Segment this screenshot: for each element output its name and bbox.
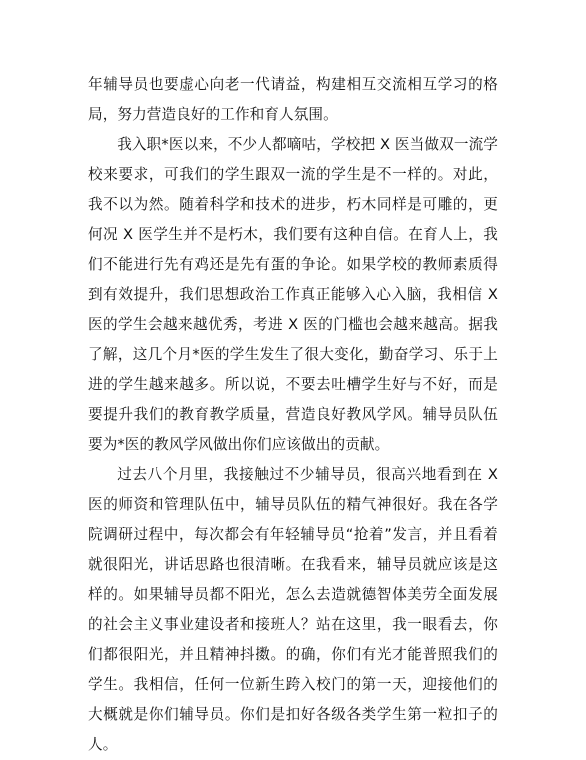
paragraph-2: 我入职*医以来，不少人都嘀咕，学校把 X 医当做双一流学校来要求，可我们的学生跟双一流的学生是不一样的。对此，我不以为然。随着科学和技术的进步，朽木同样是可雕的，更何况 X 医学生并不是朽木，我们要有这种自信。在育人上，我们不能进行先有鸡还是先有蛋的争论。如果学校的教师素质得到有效提升，我们思想政治工作真正能够入心入脑，我相信 X 医的学生会越来越优秀，考进 X 医的门槛也会越来越高。据我了解，这几个月*医的学生发生了很大变化，勤奋学习、乐于上进的学生越来越多。所以说，不要去吐槽学生好与不好，而是要提升我们的教育教学质量，营造良好教风学风。辅导员队伍要为*医的教风学风做出你们应该做出的贡献。 <box>88 136 498 453</box>
paragraph-3: 过去八个月里，我接触过不少辅导员，很高兴地看到在 X 医的师资和管理队伍中，辅导员队伍的精气神很好。我在各学院调研过程中，每次都会有年轻辅导员“抢着”发言，并且看着就很阳光，讲话思路也很清晰。在我看来，辅导员就应该是这样的。如果辅导员都不阳光，怎么去造就德智体美劳全面发展的社会主义事业建设者和接班人？站在这里，我一眼看去，你们都很阳光，并且精神抖擞。的确，你们有光才能普照我们的学生。我相信，任何一位新生跨入校门的第一天，迎接他们的大概就是你们辅导员。你们是扣好各级各类学生第一粒扣子的人。 <box>88 466 498 753</box>
document-body <box>88 70 498 760</box>
paragraph-continuation: 年辅导员也要虚心向老一代请益，构建相互交流相互学习的格局，努力营造良好的工作和育人氛围。 <box>88 76 498 123</box>
